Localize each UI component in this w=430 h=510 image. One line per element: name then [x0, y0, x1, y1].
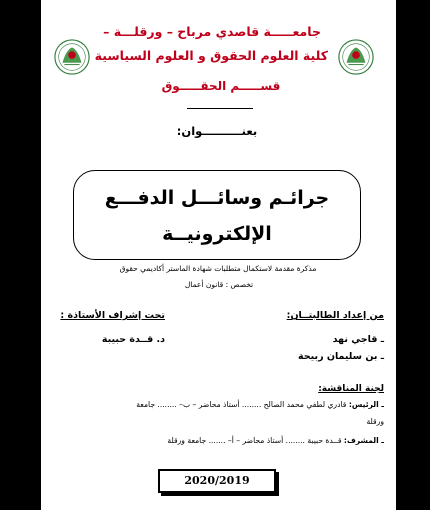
president-label: ـ الرئيس:	[348, 400, 384, 409]
committee-supervisor-text: قــدة حبيبة ........ أستاذ محاضر – أ– ....... جامعة ورقلة	[167, 436, 342, 445]
university-logo-right	[337, 38, 375, 76]
committee-supervisor	[49, 436, 384, 445]
university-logo-left	[53, 38, 91, 76]
student-name-1: ـ قاجي نهد	[332, 334, 384, 345]
thesis-title-box	[73, 170, 361, 260]
thesis-specialty: تخصص : قانون أعمال	[184, 280, 254, 289]
academic-year-box: 2020/2019	[158, 469, 276, 493]
thesis-title-line-1: جرائـم وسائـــل الدفـــع	[104, 187, 330, 209]
supervisor-heading: تحت إشراف الأستاذة :	[60, 310, 165, 321]
supervisor-name: د. قــدة حبيبة	[101, 334, 165, 345]
document-page	[41, 0, 396, 510]
president-text-continued: ورقلة	[366, 417, 384, 426]
header-divider	[187, 108, 253, 109]
students-heading: من إعداد الطالبتــان:	[286, 310, 384, 321]
thesis-title-line-2: الإلكترونيــة	[162, 223, 272, 245]
title-label: بعنــــــــــوان:	[176, 124, 258, 138]
university-name: جامعـــــة قاصدي مرباح – ورقلـــة –	[103, 24, 321, 39]
committee-supervisor-label: ـ المشرف:	[343, 436, 384, 445]
committee-heading: لجنة المناقشة:	[318, 384, 384, 394]
student-name-2: ـ بن سليمان ربيحة	[298, 351, 384, 362]
thesis-description: مذكرة مقدمة لاستكمال متطلبات شهادة الماستر أكاديمي حقوق	[119, 264, 317, 273]
faculty-name: كلية العلوم الحقوق و العلوم السياسية	[94, 48, 328, 63]
president-text: قادري لطفي محمد الصالح ........ أستاذ محاضر – ب– ........ جامعة	[136, 400, 347, 409]
department-name: قســـــم الحقـــــوق	[161, 79, 281, 93]
committee-president	[49, 400, 384, 409]
